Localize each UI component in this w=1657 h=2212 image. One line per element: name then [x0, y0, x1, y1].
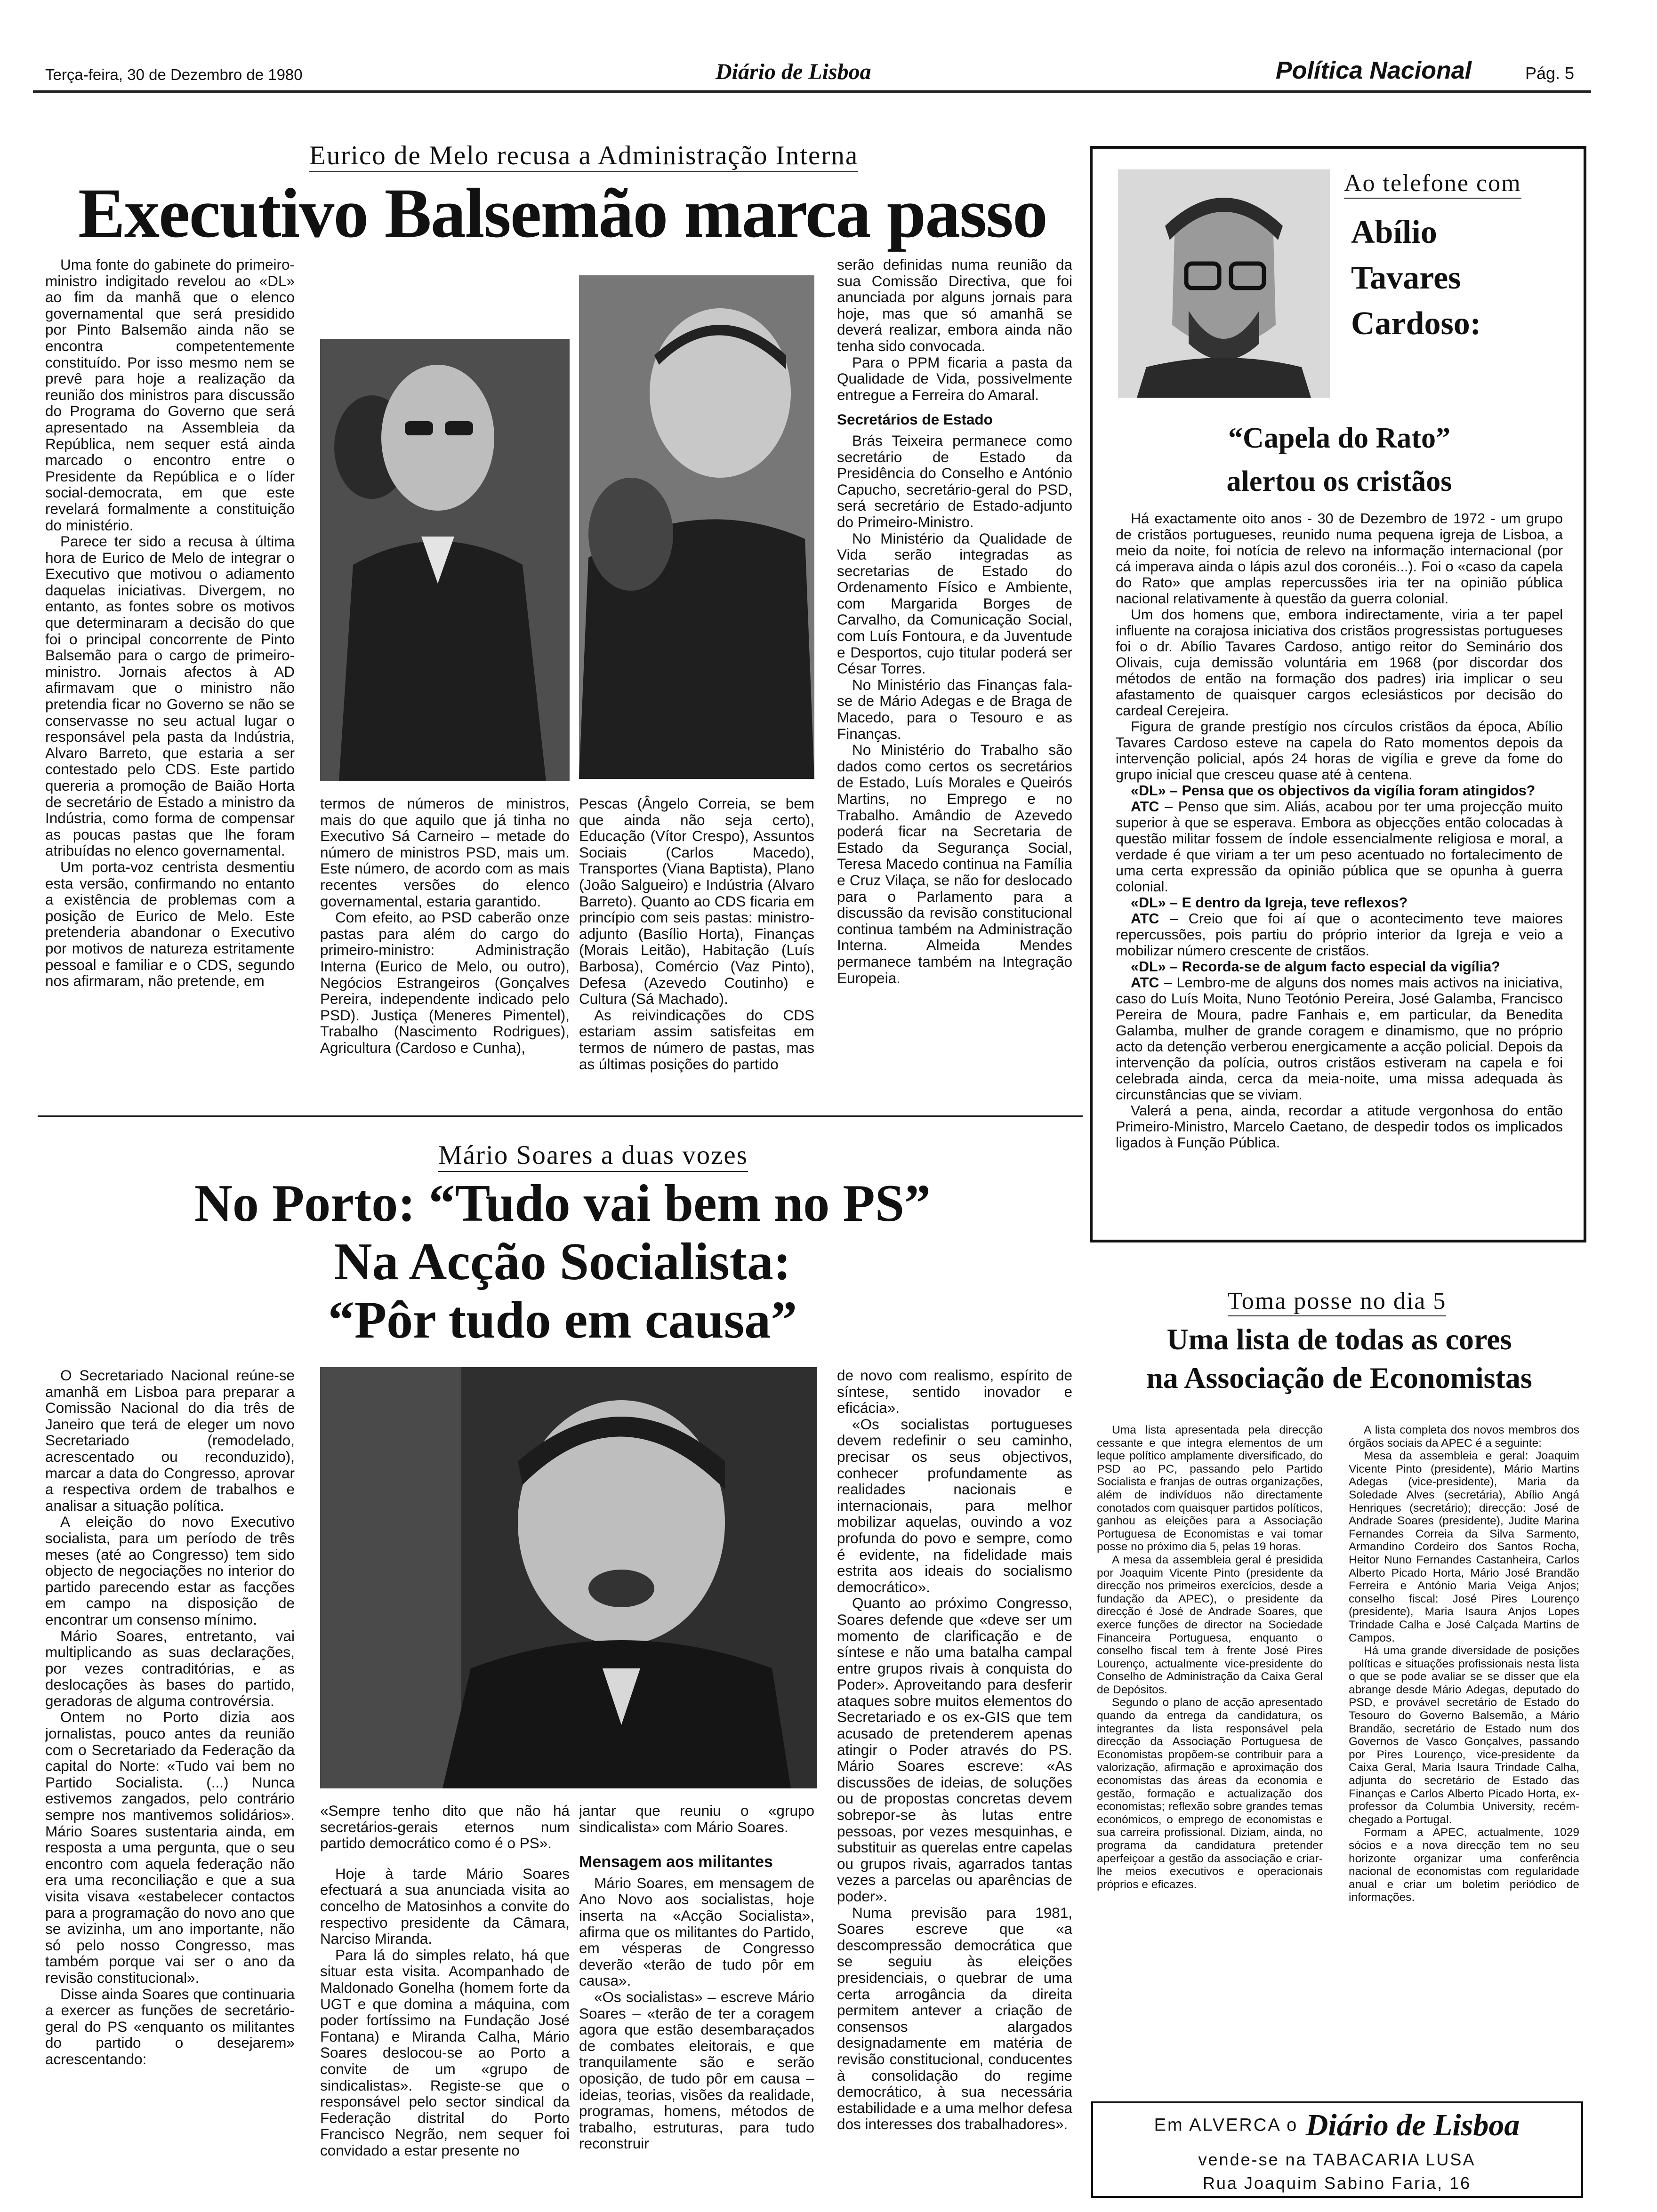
ad-line-1 [1097, 2108, 1577, 2143]
masthead-logo: Diário de Lisboa [716, 59, 871, 84]
article3-headline-line-1: Uma lista de todas as cores [1166, 1322, 1512, 1356]
article2-headline [38, 1174, 1087, 1349]
article3-kicker [1092, 1287, 1582, 1315]
article2-column-4 [837, 1367, 1072, 2198]
article1-col1-para-2: Parece ter sido a recusa à última hora de Eurico de Melo de integrar o Executivo que motivou o adiamento daquelas iniciativas. Divergem, no entanto, as fontes sobre os motivos que determinaram a decisão do que foi o principal concorrente de Pinto Balsemão para o cargo de primeiro-ministro. Jornais afectos à AD afirmavam que o ministro não pretendia ficar no Governo se não se conservasse no seu actual lugar o responsável pela pasta da Indústria, Alvaro Barreto, que estaria a ser contestado pelo CDS. Este partido quereria a promoção de Baião Horta de secretário de Estado a ministro da Indústria, como forma de compensar as poucas pastas que lhe foram atribuídas no elenco governamental. [45, 533, 295, 859]
article1-kicker-text: Eurico de Melo recusa a Administração Interna [309, 141, 858, 172]
ad-line-1-text: Em ALVERCA o [1154, 2115, 1298, 2135]
article3-col2-para-4: Formam a APEC, actualmente, 1029 sócios e a nova direcção tem no seu horizonte organizar uma conferência nacional de economistas com regularidade anual e criar um boletim periódico de informações. [1349, 1826, 1579, 1904]
article2-headline-line-3: “Pôr tudo em causa” [328, 1291, 797, 1349]
article1-col3-para-2: As reivindicações do CDS estariam assim satisfeitas em termos de número de pastas, mas as últimas posições do partido [579, 1006, 814, 1073]
article2-col4-para-2: «Os socialistas portugueses devem redefinir o seu caminho, precisar os seus objectivos, conhecer profundamente as realidades nacionais e internacionais, para melhor mobilizar aquelas, ouvindo a voz profunda do povo e sempre, como é evidente, na fidelidade mais estrita aos ideais do socialismo democrático». [837, 1415, 1072, 1595]
article1-column-1 [45, 256, 295, 1104]
sidebar-para-last: Valerá a pena, ainda, recordar a atitude vergonhosa do então Primeiro-Ministro, Marcelo Caetano, de despedir todos os implicados ligados à Função Pública. [1116, 1103, 1563, 1151]
sidebar-answer-2-speaker: ATC [1131, 911, 1159, 927]
article2-col3-subhead: Mensagem aos militantes [579, 1853, 773, 1871]
sidebar-answer-1-text: – Penso que sim. Aliás, acabou por ter uma projecção muito superior à que se esperava. Embora as objecções então colocadas à questão militar fossem de índole essencialmente religiosa e moral, a verdade é que viriam a ter um peso acentuado no fortalecimento de uma certa expressão da opinião pública que se opunha à guerra colonial. [1116, 799, 1563, 895]
article1-headline: Executivo Balsemão marca passo [78, 174, 1047, 252]
sidebar-answer-1 [1116, 799, 1563, 895]
article2-column-1 [45, 1367, 295, 2196]
masthead-rule [33, 90, 1591, 93]
article2-col4-para-1: de novo com realismo, espírito de síntese, sentido inovador e eficácia». [837, 1367, 1072, 1417]
article1-column-3 [579, 795, 814, 1097]
article1-col4-para-3: Brás Teixeira permanece como secretário de Estado da Presidência do Conselho e António Capucho, secretário-geral do PSD, será secretário de Estado-adjunto do Primeiro-Ministro. [837, 432, 1072, 530]
article3-kicker-text: Toma posse no dia 5 [1228, 1288, 1447, 1316]
article1-col4-para-5: No Ministério das Finanças fala-se de Mário Adegas e de Braga de Macedo, para o Tesouro e as Finanças. [837, 676, 1072, 742]
article3-headline-line-2: na Associação de Economistas [1146, 1361, 1532, 1395]
article1-col4-para-2: Para o PPM ficaria a pasta da Qualidade de Vida, possivelmente entregue a Ferreira do Amaral. [837, 353, 1072, 403]
sidebar-para-1: Há exactamente oito anos - 30 de Dezembro de 1972 - um grupo de cristãos portugueses, reunido numa pequena igreja de Lisboa, a meio da noite, foi notícia de relevo na informação internacional (por cá imperava ainda o lápis azul dos coronéis...). Foi o «caso da capela do Rato» que amplas repercussões iria ter na opinião pública nacional relativamente à questão da guerra colonial. [1116, 511, 1563, 607]
ad-line-2: vende-se na TABACARIA LUSA [1198, 2150, 1476, 2169]
sidebar-para-3: Figura de grande prestígio nos círculos cristãos da época, Abílio Tavares Cardoso esteve na capela do Rato momentos depois da intervenção policial, após 24 horas de vigília e greve da fome do grupo inicial que cresceu quase até à centena. [1116, 719, 1563, 783]
article2-col3-para-1: jantar que reuniu o «grupo sindicalista» com Mário Soares. [579, 1803, 814, 1835]
article1-column-4 [837, 256, 1072, 1099]
sidebar-question-2: «DL» – E dentro da Igreja, teve reflexos? [1131, 895, 1408, 911]
article2-col4-para-4: Numa previsão para 1981, Soares escreve que «a descompressão democrática que se seguiu às eleições presidenciais, o quebrar de uma certa arrogância da direita permitem antever a criação de consensos alargados designadamente em matéria de revisão constitucional, conducentes à consolidação do regime democrático, à sua necessária estabilidade e a uma melhor defesa dos interesses dos trabalhadores». [837, 1904, 1072, 2133]
article2-kicker [301, 1140, 885, 1170]
sidebar-body [1116, 511, 1563, 1235]
article2-col2-para-1: «Sempre tenho dito que não há secretários-gerais eternos num partido democrático como é o PS». [320, 1803, 570, 1852]
photo-politicians-1-image [320, 339, 570, 781]
masthead-section: Política Nacional [1276, 57, 1472, 84]
article1-col4-para-1: serão definidas numa reunião da sua Comissão Directiva, que foi anunciada por alguns jornais para hoje, mas que só amanhã se deverá realizar, embora ainda não tenha sido convocada. [837, 256, 1072, 354]
photo-politicians-1 [320, 339, 570, 781]
article1-bottom-rule [38, 1115, 1083, 1117]
article2-col2-para-2: Hoje à tarde Mário Soares efectuará a sua anunciada visita ao concelho de Matosinhos a convite do respectivo presidente da Câmara, Narciso Miranda. [320, 1865, 570, 1948]
article2-col3-para-2: Mário Soares, em mensagem de Ano Novo aos socialistas, hoje inserta na «Acção Socialista», afirma que os militantes do Partido, em vésperas de Congresso deverão «terão de tudo pôr em causa». [579, 1874, 814, 1989]
sidebar-name-line-3: Cardoso: [1351, 305, 1481, 342]
article1-col3-para-1: Pescas (Ângelo Correia, se bem que ainda não seja certo), Educação (Vítor Crespo), Assuntos Sociais (Carlos Macedo), Transportes (Viana Baptista), Plano (João Salgueiro) e Indústria (Alvaro Barreto). Quanto ao CDS ficaria em princípio com seis pastas: ministro-adjunto (Basílio Horta), Finanças (Morais Leitão), Habitação (Luís Barbosa), Comércio (Vaz Pinto), Defesa (Azevedo Coutinho) e Cultura (Sá Machado). [579, 795, 814, 1008]
article3-col2-para-1: A lista completa dos novos membros dos órgãos sociais da APEC é a seguinte: [1349, 1424, 1579, 1450]
article2-col1-para-5: Disse ainda Soares que continuaria a exercer as funções de secretário-geral do PS «enquanto os militantes do partido o desejarem» acrescentando: [45, 1985, 295, 2068]
article2-col4-para-3: Quanto ao próximo Congresso, Soares defende que «deve ser um momento de clarificação e de síntese e não uma batalha campal entre grupos rivais à conquista do Poder». Aproveitando para desferir ataques sobre muitos elementos do Secretariado e os ex-GIS que tem acusado de pretenderem apenas atingir o Poder através do PS. Mário Soares escreve: «As discussões de ideias, de soluções ou de propostas concretas devem sobrepor-se às lutas entre pessoas, por vezes mesquinhas, e substituir as querelas entre capelas ou grupos rivais, agarrados tantas vezes a parcelas ou aparências de poder». [837, 1595, 1072, 1905]
sidebar-question-3: «DL» – Recorda-se de algum facto especial da vigília? [1131, 959, 1500, 975]
article3-headline [1090, 1320, 1589, 1397]
photo-mario-soares [320, 1367, 817, 1788]
article1-col2-para-1: termos de números de ministros, mais do que aquilo que já tinha no Executivo Sá Carneiro – metade do número de ministros PSD, mais um. Este número, de acordo com as mais recentes versões do elenco governamental, estaria garantido. [320, 795, 570, 910]
article3-col1-para-1: Uma lista apresentada pela direcção cessante e que integra elementos de um leque político amplamente diversificado, do PSD ao PC, passando pelo Partido Socialista e franjas de outras organizações, além de indivíduos não directamente conotados com quaisquer partidos políticos, ganhou as eleições para a Associação Portuguesa de Economistas e vai tomar posse no próximo dia 5, pelas 19 horas. [1097, 1424, 1323, 1554]
article2-col1-para-4: Ontem no Porto dizia aos jornalistas, pouco antes da reunião com o Secretariado da Federação da capital do Norte: «Tudo vai bem no Partido Socialista. (...) Nunca estivemos zangados, pelo contrário sempre nos mantivemos solidários». Mário Soares sustentaria ainda, em resposta a uma pergunta, que o seu encontro com aquela federação não era uma reconciliação e que a sua visita visava «estabelecer contactos para a programação do novo ano que se avizinha, um ano importante, não só pelo nosso Congresso, mas também porque vai ser o ano da revisão constitucional». [45, 1708, 295, 1986]
article2-headline-line-2: Na Acção Socialista: [334, 1233, 791, 1291]
article1-col4-subhead: Secretários de Estado [837, 411, 993, 428]
article1-col1-para-3: Um porta-voz centrista desmentiu esta versão, confirmando no entanto a existência de problemas com a posição de Eurico de Melo. Este pretenderia abandonar o Executivo por motivos de natureza estritamente pessoal e familiar e o CDS, segundo nos afirmaram, não pretende, em [45, 858, 295, 990]
photo-politicians-2 [579, 275, 814, 779]
sidebar-portrait-image [1118, 169, 1330, 398]
sidebar-answer-2 [1116, 911, 1563, 959]
photo-politicians-2-image [579, 275, 814, 779]
article2-column-3 [579, 1803, 814, 2198]
sidebar-name-line-2: Tavares [1351, 260, 1461, 296]
article3-col2-para-3: Há uma grande diversidade de posições políticas e situações profissionais nesta lista o que se pode avaliar se se disser que ela abrange desde Mário Adegas, deputado do PSD, e provável secretário de Estado do Tesouro do Governo Balsemão, a Mário Brandão, secretário de Estado num dos Governos de Vasco Gonçalves, passando por Pires Lourenço, vice-presidente da Caixa Geral, Maria Isaura Trindade Calha, adjunta do secretário de Estado das Finanças e Carlos Alberto Picado Horta, ex-professor da Columbia University, recém-chegado a Portugal. [1349, 1644, 1579, 1826]
sidebar-name-line-1: Abílio [1351, 214, 1437, 250]
article1-col4-para-4: No Ministério da Qualidade de Vida serão integradas as secretarias de Estado do Ordenamento Físico e Ambiente, com Margarida Borges de Carvalho, da Comunicação Social, com Luís Fontoura, e da Juventude e Desportos, cujo titular poderá ser César Torres. [837, 529, 1072, 677]
article3-column-1 [1097, 1424, 1323, 2087]
masthead-date: Terça-feira, 30 de Dezembro de 1980 [45, 66, 303, 83]
sidebar-kicker [1344, 169, 1570, 197]
article2-col3-para-3: «Os socialistas» – escreve Mário Soares – «terão de ter a coragem agora que estão desembaraçados de combates eleitorais, e que tranquilamente são e serão oposição, de tudo pôr em causa – ideias, teorias, visões da realidade, programas, homens, métodos de trabalho, estruturas, para tudo reconstruir [579, 1988, 814, 2152]
article2-kicker-text: Mário Soares a duas vozes [438, 1140, 748, 1172]
sidebar-para-2: Um dos homens que, embora indirectamente, viria a ter papel influente na corajosa iniciativa dos cristãos progressistas portugueses foi o dr. Abílio Tavares Cardoso, antigo reitor do Seminário dos Olivais, cuja demissão voluntária em 1968 (por discordar dos métodos de então na formação dos padres) iria implicar o seu afastamento de quaisquer cargos eclesiásticos por decisão do cardeal Cerejeira. [1116, 607, 1563, 719]
sidebar-answer-2-text: – Creio que foi aí que o acontecimento teve maiores repercussões, pois partiu do próprio interior da Igreja e veio a mobilizar número crescente de cristãos. [1116, 911, 1563, 959]
ad-line-3: Rua Joaquim Sabino Faria, 16 [1202, 2173, 1472, 2193]
sidebar-question-1: «DL» – Pensa que os objectivos da vigília foram atingidos? [1131, 783, 1536, 799]
sidebar-portrait [1118, 169, 1330, 398]
sidebar-answer-3-text: – Lembro-me de alguns dos nomes mais activos na iniciativa, caso do Luís Moita, Nuno Teotónio Pereira, José Galamba, Francisco Pereira de Moura, padre Fanhais e, em particular, da Benedita Galamba, mulher de grande coragem e dinamismo, que no próprio acto da detenção verberou energicamente a acção policial. Depois da intervenção da polícia, outros cristãos estiveram na capela e foi celebrada ainda, cerca da meia-noite, uma missa adequada às circunstâncias que se viviam. [1116, 975, 1563, 1103]
article1-col2-para-2: Com efeito, ao PSD caberão onze pastas para além do cargo do primeiro-ministro: Administração Interna (Eurico de Melo, ou outro), Negócios Estrangeiros (Gonçalves Pereira, independente indicado pelo PSD). Justiça (Meneres Pimentel), Trabalho (Nascimento Rodrigues), Agricultura (Cardoso e Cunha), [320, 909, 570, 1056]
sidebar-answer-3 [1116, 975, 1563, 1103]
article3-col2-para-2: Mesa da assembleia e geral: Joaquim Vicente Pinto (presidente), Mário Martins Adegas (vice-presidente), Maria da Soledade Alves (secretária), Abílio Angá Henriques (secretário); direcção: José de Andrade Soares (presidente), Judite Marina Fernandes Correia da Silva Sarmento, Armandino Cordeiro dos Santos Rocha, Heitor Nuno Fernandes Castanheira, Carlos Alberto Picado Horta, Mário José Brandão Ferreira e António Maria Veiga Anjos; conselho fiscal: José Pires Lourenço (presidente), Maria Isaura Anjos Lopes Trindade Calha e José Calçada Martins de Campos. [1349, 1450, 1579, 1644]
masthead-page: Pág. 5 [1525, 64, 1575, 83]
sidebar-headline [1097, 417, 1582, 503]
article2-col1-para-2: A eleição do novo Executivo socialista, para um período de três meses (até ao Congresso) tem sido objecto de negociações no interior do partido parecendo estar as facções em campo na disposição de encontrar um consenso mínimo. [45, 1513, 295, 1628]
article1-col1-para-1: Uma fonte do gabinete do primeiro-ministro indigitado revelou ao «DL» ao fim da manhã que o elenco governamental que será presidido por Pinto Balsemão ainda não se encontra competentemente constituído. Por isso mesmo nem se prevê para hoje a realização da reunião dos ministros para discussão do Programa do Governo que será apresentado na Assembleia da República, nem sequer está ainda marcado o encontro entre o Presidente da República e o líder social-democrata, em que este revelará formalmente a constituição do ministério. [45, 256, 295, 534]
article3-col1-para-3: Segundo o plano de acção apresentado quando da entrega da candidatura, os integrantes da lista responsável pela direcção da Associação Portuguesa de Economistas propõem-se contribuir para a valorização, afirmação e aproximação dos economistas das áreas da economia e gestão, formação e actualização dos economistas; reflexão sobre grandes temas económicos, o emprego de economistas e sua carreira profissional. Diziam, ainda, no programa da candidatura pretender aperfeiçoar a gestão da associação e criar-lhe meios executivos e operacionais próprios e eficazes. [1097, 1696, 1323, 1891]
article2-col1-para-1: O Secretariado Nacional reúne-se amanhã em Lisboa para preparar a Comissão Nacional do dia três de Janeiro que terá de eleger um novo Secretariado (remodelado, acrescentado ou reconduzido), marcar a data do Congresso, aprovar a respectiva ordem de trabalhos e analisar a situação política. [45, 1367, 295, 1514]
article2-col2-para-3: Para lá do simples relato, há que situar esta visita. Acompanhado de Maldonado Gonelha (homem forte da UGT e que domina a máquina, com poder fortíssimo na Fundação José Fontana) e Miranda Calha, Mário Soares deslocou-se ao Porto a convite de um «grupo de sindicalistas». Registe-se que o responsável pelo sector sindical da Federação distrital do Porto Francisco Negrão, nem sequer foi convidado a estar presente no [320, 1946, 570, 2159]
article3-col1-para-2: A mesa da assembleia geral é presidida por Joaquim Vicente Pinto (presidente da direcção nos primeiros exercícios, desde a fundação da APEC), o presidente da direcção é José de Andrade Soares, que exerce funções de director na Sociedade Financeira Portuguesa, enquanto o conselho fiscal tem à frente José Pires Lourenço, actualmente vice-presidente do Conselho de Administração da Caixa Geral de Depósitos. [1097, 1553, 1323, 1696]
sidebar-kicker-text: Ao telefone com [1344, 170, 1521, 199]
sidebar-headline-line-2: alertou os cristãos [1226, 465, 1452, 497]
article2-column-2 [320, 1803, 570, 2198]
article1-kicker [198, 140, 970, 171]
article2-col1-para-3: Mário Soares, entretanto, vai multiplicando as suas declarações, por vezes contraditórias, e as deslocações às bases do partido, geradoras de alguma controvérsia. [45, 1627, 295, 1709]
ad-logo: Diário de Lisboa [1305, 2108, 1520, 2142]
sidebar-answer-3-speaker: ATC [1131, 975, 1159, 991]
article3-column-2 [1349, 1424, 1579, 2087]
sidebar-answer-1-speaker: ATC [1131, 799, 1159, 815]
article1-col4-para-6: No Ministério do Trabalho são dados como certos os secretários de Estado, Luís Morales e Queirós Martins, no Emprego e no Trabalho. Amândio de Azevedo poderá ficar na Secretaria de Estado da Segurança Social, Teresa Macedo continua na Família e Cruz Vilaça, se não for deslocado para o Parlamento para a discussão da revisão constitucional continua também na Administração Interna. Almeida Mendes permanece também na Integração Europeia. [837, 741, 1072, 986]
sidebar-headline-line-1: “Capela do Rato” [1228, 422, 1450, 454]
article2-headline-line-1: No Porto: “Tudo vai bem no PS” [194, 1174, 931, 1233]
article1-column-2 [320, 795, 570, 1097]
photo-mario-soares-image [320, 1367, 817, 1788]
sidebar-name [1351, 209, 1572, 346]
